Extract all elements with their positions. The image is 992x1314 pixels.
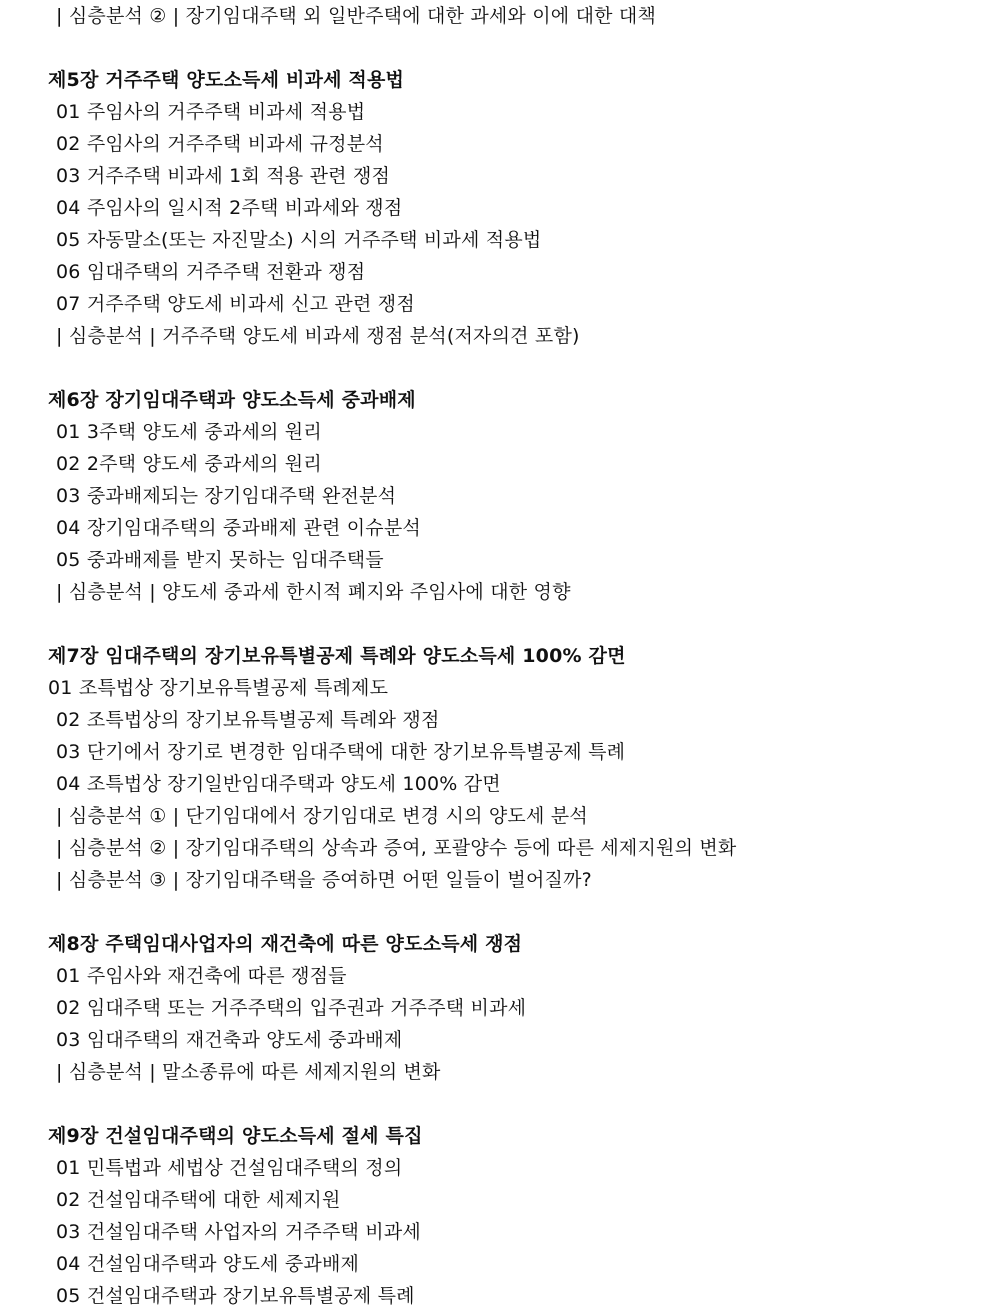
chapter-title: 제5장 거주주택 양도소득세 비과세 적용법 — [48, 69, 405, 91]
toc-item: 05 건설임대주택과 장기보유특별공제 특례 — [56, 1285, 415, 1307]
section-gap — [48, 1088, 992, 1120]
toc-item: 05 중과배제를 받지 못하는 임대주택들 — [56, 549, 384, 571]
toc-item: 01 3주택 양도세 중과세의 원리 — [56, 421, 322, 443]
toc-item: 04 조특법상 장기일반임대주택과 양도세 100% 감면 — [56, 773, 501, 795]
toc-analysis-item: | 심층분석 ② | 장기임대주택의 상속과 증여, 포괄양수 등에 따른 세제지원의 변화 — [56, 837, 737, 859]
toc-item: 02 주임사의 거주주택 비과세 규정분석 — [56, 133, 384, 155]
toc-analysis-item: | 심층분석 | 양도세 중과세 한시적 폐지와 주임사에 대한 영향 — [56, 581, 571, 603]
chapter-title: 제7장 임대주택의 장기보유특별공제 특례와 양도소득세 100% 감면 — [48, 645, 626, 667]
toc-intro-line: | 심층분석 ② | 장기임대주택 외 일반주택에 대한 과세와 이에 대한 대책 — [56, 5, 657, 27]
chapter-title: 제9장 건설임대주택의 양도소득세 절세 특집 — [48, 1125, 423, 1147]
toc-item: 02 임대주택 또는 거주주택의 입주권과 거주주택 비과세 — [56, 997, 527, 1019]
toc-item: 03 거주주택 비과세 1회 적용 관련 쟁점 — [56, 165, 391, 187]
toc-item: 02 조특법상의 장기보유특별공제 특례와 쟁점 — [56, 709, 440, 731]
section-gap — [48, 32, 992, 64]
section-gap — [48, 352, 992, 384]
toc-analysis-item: | 심층분석 ③ | 장기임대주택을 증여하면 어떤 일들이 벌어질까? — [56, 869, 592, 891]
toc-item: 04 주임사의 일시적 2주택 비과세와 쟁점 — [56, 197, 403, 219]
chapter-title: 제8장 주택임대사업자의 재건축에 따른 양도소득세 쟁점 — [48, 933, 523, 955]
toc-item: 01 조특법상 장기보유특별공제 특례제도 — [48, 677, 389, 699]
toc-item: 04 장기임대주택의 중과배제 관련 이슈분석 — [56, 517, 421, 539]
toc-item: 03 중과배제되는 장기임대주택 완전분석 — [56, 485, 397, 507]
toc-item: 02 2주택 양도세 중과세의 원리 — [56, 453, 322, 475]
toc-item: 05 자동말소(또는 자진말소) 시의 거주주택 비과세 적용법 — [56, 229, 542, 251]
toc-item: 03 임대주택의 재건축과 양도세 중과배제 — [56, 1029, 403, 1051]
toc-analysis-item: | 심층분석 ① | 단기임대에서 장기임대로 변경 시의 양도세 분석 — [56, 805, 588, 827]
toc-item: 01 민특법과 세법상 건설임대주택의 정의 — [56, 1157, 403, 1179]
toc-item: 01 주임사의 거주주택 비과세 적용법 — [56, 101, 366, 123]
toc-item: 03 단기에서 장기로 변경한 임대주택에 대한 장기보유특별공제 특례 — [56, 741, 626, 763]
section-gap — [48, 608, 992, 640]
toc-item: 04 건설임대주택과 양도세 중과배제 — [56, 1253, 360, 1275]
toc-item: 06 임대주택의 거주주택 전환과 쟁점 — [56, 261, 366, 283]
chapter-title: 제6장 장기임대주택과 양도소득세 중과배제 — [48, 389, 416, 411]
toc-item: 01 주임사와 재건축에 따른 쟁점들 — [56, 965, 347, 987]
toc-item: 02 건설임대주택에 대한 세제지원 — [56, 1189, 341, 1211]
toc-analysis-item: | 심층분석 | 말소종류에 따른 세제지원의 변화 — [56, 1061, 441, 1083]
section-gap — [48, 896, 992, 928]
toc-analysis-item: | 심층분석 | 거주주택 양도세 비과세 쟁점 분석(저자의견 포함) — [56, 325, 580, 347]
toc-item: 03 건설임대주택 사업자의 거주주택 비과세 — [56, 1221, 421, 1243]
toc-item: 07 거주주택 양도세 비과세 신고 관련 쟁점 — [56, 293, 415, 315]
